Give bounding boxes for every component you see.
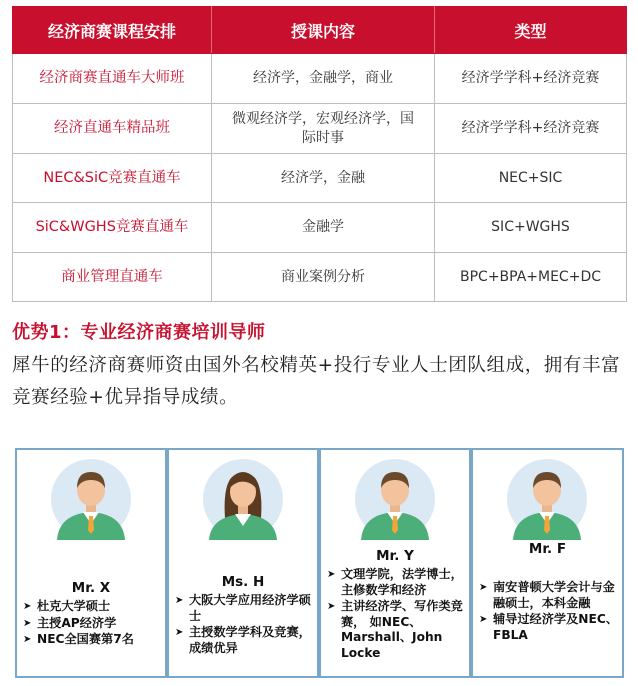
table-row bbox=[13, 203, 627, 253]
female-avatar-icon bbox=[195, 458, 291, 540]
course-name: 经济直通车精品班 bbox=[13, 104, 212, 154]
course-name: 经济商赛直通车大师班 bbox=[13, 54, 212, 104]
list-item: ➤ 主授数学学科及竞赛，成绩优异 bbox=[175, 625, 313, 656]
course-content: 微观经济学，宏观经济学，国际时事 bbox=[212, 104, 435, 154]
list-item: ➤ 辅导过经济学及NEC、FBLA bbox=[479, 612, 618, 643]
header-content: 授课内容 bbox=[212, 7, 435, 54]
course-type: SIC+WGHS bbox=[435, 203, 627, 253]
course-type: NEC+SIC bbox=[435, 154, 627, 203]
teacher-credentials bbox=[175, 593, 313, 657]
header-type: 类型 bbox=[435, 7, 627, 54]
list-item: ➤ 主授AP经济学 bbox=[23, 616, 161, 632]
teacher-name: Mr. F bbox=[528, 541, 567, 557]
course-type: 经济学学科+经济竞赛 bbox=[435, 54, 627, 104]
course-name: SiC&WGHS竞赛直通车 bbox=[13, 203, 212, 253]
list-item: ➤ NEC全国赛第7名 bbox=[23, 632, 161, 648]
teacher-credentials bbox=[479, 580, 618, 644]
male-avatar-icon bbox=[347, 458, 443, 540]
table-row bbox=[13, 104, 627, 154]
teacher-cards bbox=[15, 448, 624, 678]
course-content: 经济学，金融 bbox=[212, 154, 435, 203]
teacher-credentials bbox=[23, 599, 161, 649]
list-item: ➤ 南安普顿大学会计与金融硕士，本科金融 bbox=[479, 580, 618, 611]
course-type: BPC+BPA+MEC+DC bbox=[435, 253, 627, 302]
course-content: 金融学 bbox=[212, 203, 435, 253]
advantage-heading: 优势1：专业经济商赛培训导师 bbox=[12, 322, 266, 343]
teacher-name: Mr. X bbox=[71, 580, 111, 596]
table-row bbox=[13, 253, 627, 302]
course-name: 商业管理直通车 bbox=[13, 253, 212, 302]
list-item: ➤ 大阪大学应用经济学硕士 bbox=[175, 593, 313, 624]
teacher-card-h bbox=[167, 448, 319, 678]
course-table bbox=[12, 6, 627, 302]
header-course: 经济商赛课程安排 bbox=[13, 7, 212, 54]
teacher-name: Mr. Y bbox=[376, 548, 414, 564]
advantage-intro: 犀牛的经济商赛师资由国外名校精英+投行专业人士团队组成，拥有丰富竞赛经验+优异指导成绩。 bbox=[12, 355, 621, 408]
table-row bbox=[13, 54, 627, 104]
course-content: 经济学，金融学，商业 bbox=[212, 54, 435, 104]
course-name: NEC&SiC竞赛直通车 bbox=[13, 154, 212, 203]
list-item: ➤ 杜克大学硕士 bbox=[23, 599, 161, 615]
teacher-card-y bbox=[319, 448, 471, 678]
list-item: ➤ 主讲经济学、写作类竞赛， 如NEC、Marshall、John Locke bbox=[327, 599, 465, 661]
teacher-credentials bbox=[327, 567, 465, 662]
course-type: 经济学学科+经济竞赛 bbox=[435, 104, 627, 154]
male-avatar-icon bbox=[499, 458, 595, 540]
teacher-card-x bbox=[15, 448, 167, 678]
table-row bbox=[13, 154, 627, 203]
male-avatar-icon bbox=[43, 458, 139, 540]
table-header-row bbox=[13, 7, 627, 54]
teacher-name: Ms. H bbox=[221, 574, 265, 590]
teacher-card-f bbox=[471, 448, 624, 678]
course-content: 商业案例分析 bbox=[212, 253, 435, 302]
list-item: ➤ 文理学院，法学博士，主修数学和经济 bbox=[327, 567, 465, 598]
